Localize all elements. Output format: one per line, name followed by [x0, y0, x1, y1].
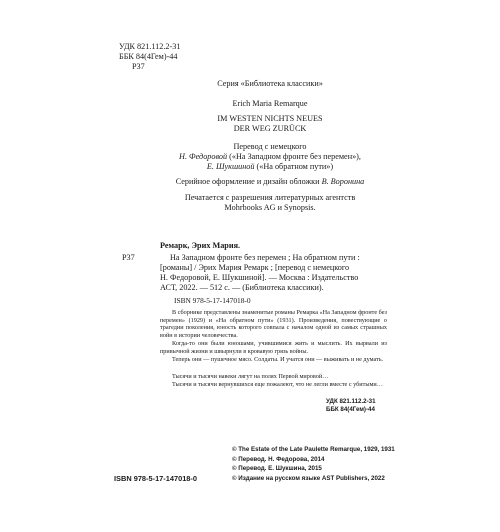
catalog-udk: УДК 821.112.2-31 — [326, 398, 376, 405]
copyright-line: © Перевод. Е. Шукшина, 2015 — [232, 465, 322, 472]
author-mark: Р37 — [132, 62, 145, 71]
udk-code: УДК 821.112.2-31 — [119, 42, 181, 51]
design-prefix: Серийное оформление и дизайн обложки — [175, 177, 322, 186]
abstract-paragraph: Когда-то они были юношами, учившимися жить и мыслить. Их вырвали из привычной жизни и швырнули в кровавую грязь войны. — [160, 340, 387, 355]
catalog-desc-3: Н. Федоровой, Е. Шукшиной]. — Москва : Издательство — [160, 273, 359, 282]
catalog-desc-2: [романы] / Эрих Мария Ремарк ; [перевод с немецкого — [160, 263, 350, 272]
translator-1-work: («На Западном фронте без перемен»), — [227, 152, 361, 161]
catalog-desc-1: На Западном фронте без перемен ; На обратном пути : — [170, 253, 360, 262]
catalog-desc-4: АСТ, 2022. — 512 с. — (Библиотека классики). — [160, 283, 324, 292]
abstract-paragraph: Теперь они — пушечное мясо. Солдаты. И учатся они — выживать и не думать. — [172, 356, 384, 363]
catalog-mark: Р37 — [122, 253, 135, 262]
original-title-1: IM WESTEN NICHTS NEUES — [217, 114, 323, 123]
original-title-2: DER WEG ZURÜCK — [233, 124, 307, 133]
catalog-bbk: ББК 84(4Гем)-44 — [326, 406, 375, 413]
translator-line-2 — [130, 162, 410, 172]
original-author: Erich Maria Remarque — [232, 99, 308, 108]
abstract-paragraph: Тысячи и тысячи вернувшихся еще пожалеют, что не легли вместе с убитыми… — [172, 381, 383, 388]
catalog-isbn: ISBN 978-5-17-147018-0 — [174, 296, 251, 305]
permission-line-2: Mohrbooks AG и Synopsis. — [224, 203, 316, 212]
translator-2-name: Е. Шукшиной — [206, 162, 255, 171]
bbk-code: ББК 84(4Гем)-44 — [119, 52, 178, 61]
design-credit — [130, 177, 410, 187]
copyright-line: © Перевод. Н. Федорова, 2014 — [232, 456, 325, 463]
abstract-paragraph: В сборнике представлены знаменитые романы Ремарка «На Западном фронте без перемен» (1929) и «На обратном пути» (1931). Произведения, повествующие о трагедии поколения, юность которого совпала с началом одной из самых страшных войн в истории человечества. — [160, 309, 387, 339]
translator-1-name: Н. Федоровой — [179, 152, 228, 161]
copyright-line: © The Estate of the Late Paulette Remarque, 1929, 1931 — [232, 446, 395, 453]
translation-heading: Перевод с немецкого — [233, 142, 307, 151]
abstract-paragraph: Тысячи и тысячи навеки лягут на полях Первой мировой… — [172, 373, 329, 380]
copyright-line: © Издание на русском языке AST Publishers, 2022 — [232, 475, 385, 482]
footer-isbn: ISBN 978-5-17-147018-0 — [114, 474, 197, 483]
translator-2-work: («На обратном пути») — [254, 162, 334, 171]
series-line: Серия «Библиотека классики» — [217, 79, 323, 88]
permission-line-1: Печатается с разрешения литературных агентств — [184, 193, 356, 202]
design-name: В. Воронина — [321, 177, 365, 186]
catalog-heading: Ремарк, Эрих Мария. — [160, 241, 241, 250]
translator-line-1 — [130, 152, 410, 162]
